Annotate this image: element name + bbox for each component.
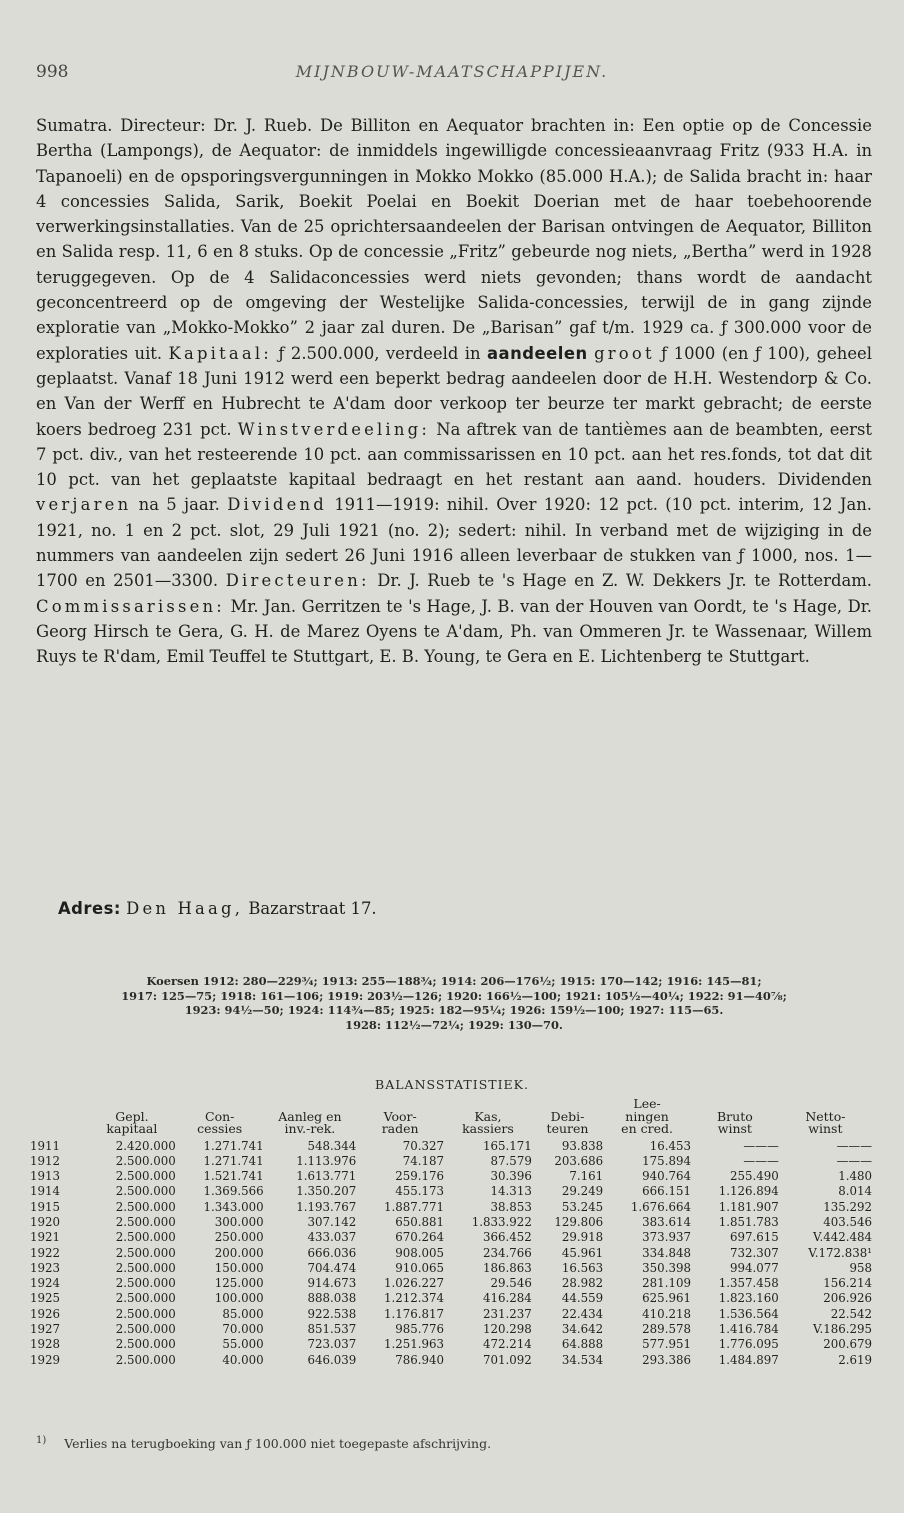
footnote [36,1435,491,1451]
cell-netto: ——— [836,1153,872,1168]
cell-debi: 34.642 [561,1322,604,1337]
cell-con: 70.000 [222,1322,264,1337]
table-row [30,1215,872,1230]
cell-aanleg: 646.039 [307,1352,357,1367]
cell-voor: 74.187 [402,1153,445,1168]
address-street: Bazarstraat 17. [248,899,377,918]
cell-kas: 1.833.922 [471,1214,532,1229]
cell-aanleg: 1.613.771 [296,1169,357,1184]
table-row [30,1169,872,1184]
balance-table [30,1098,872,1368]
cell-netto: 403.546 [823,1214,872,1229]
cell-con: 1.521.741 [203,1169,264,1184]
cell-voor: 786.940 [395,1352,445,1367]
footnote-text: Verlies na terugboeking van ƒ 100.000 niet toegepaste afschrijving. [64,1436,492,1452]
cell-netto: 958 [849,1260,872,1275]
cell-aanleg: 851.537 [307,1322,357,1337]
cell-gepl: 2.500.000 [115,1230,176,1245]
cell-year: 1924 [30,1276,61,1291]
cell-voor: 1.026.227 [383,1276,445,1291]
cell-year: 1912 [30,1153,61,1168]
koersen-line: Koersen 1912: 280—229¾; 1913: 255—188¾; 1914: 206—176½; 1915: 170—142; 1916: 145—81; [146,974,762,988]
label-verjaren: verjaren [36,495,132,515]
cell-leen: 577.951 [642,1337,691,1352]
cell-con: 1.343.000 [203,1199,264,1214]
cell-leen: 410.218 [642,1306,691,1321]
label-winstverdeeling: Winstverdeeling: [237,419,431,439]
cell-aanleg: 548.344 [307,1138,357,1153]
cell-netto: V.172.838¹ [808,1245,872,1260]
cell-aanleg: 307.142 [307,1214,357,1229]
cell-year: 1913 [30,1169,61,1184]
cell-kas: 29.546 [490,1276,532,1291]
cell-gepl: 2.500.000 [115,1306,176,1321]
cell-con: 40.000 [222,1352,264,1367]
cell-debi: 28.982 [561,1276,604,1291]
col-gepl-header: Gepl. kapitaal [106,1108,158,1136]
table-row [30,1139,872,1154]
cell-netto: V.186.295 [813,1322,872,1337]
cell-debi: 53.245 [561,1199,604,1214]
cell-leen: 293.386 [642,1352,691,1367]
cell-aanleg: 433.037 [307,1230,357,1245]
cell-con: 125.000 [214,1276,264,1291]
table-row [30,1353,872,1368]
cell-year: 1923 [30,1260,61,1275]
cell-bruto: 732.307 [729,1245,779,1260]
directeuren-text: Dr. J. Rueb te 's Hage en Z. W. Dekkers Jr. te Rotterdam. [377,571,872,591]
cell-year: 1921 [30,1230,61,1245]
cell-voor: 1.251.963 [383,1337,445,1352]
cell-year: 1928 [30,1337,61,1352]
address-place: Den Haag, [126,899,244,918]
label-adres: Adres: [58,899,121,918]
col-debi-header: Debi- teuren [546,1108,589,1136]
label-groot: groot [594,343,655,363]
cell-gepl: 2.500.000 [115,1214,176,1229]
cell-debi: 22.434 [561,1306,604,1321]
cell-leen: 625.961 [642,1291,691,1306]
cell-bruto: 1.536.564 [718,1306,779,1321]
cell-bruto: 1.357.458 [718,1276,779,1291]
balance-title: BALANSSTATISTIEK. [375,1077,529,1092]
verjaren-text: na 5 jaar. [138,495,220,515]
cell-leen: 334.848 [642,1245,691,1260]
cell-con: 250.000 [214,1230,264,1245]
table-row [30,1230,872,1245]
cell-year: 1926 [30,1306,61,1321]
balance-header-row [30,1098,872,1139]
cell-netto: 22.542 [830,1306,872,1321]
dividend-text: 1911—1919: nihil. Over 1920: 12 pct. (10 pct. interim, 12 Jan. 1921, no. 1 en 2 pct. slot, 29 Juli 1921 (no. 2); sedert: nihil. In verband met de wijziging in de nummers van aandeelen zijn sedert 26 Juni 1916 alleen leverbaar de stukken van ƒ 1000, nos. 1—1700 en 2501—3300. [36,495,873,591]
cell-bruto: ——— [743,1153,779,1168]
table-row [30,1337,872,1352]
cell-bruto: 1.181.907 [718,1199,779,1214]
cell-con: 1.271.741 [203,1138,264,1153]
koersen-block [36,974,872,1032]
cell-leen: 16.453 [649,1138,691,1153]
cell-gepl: 2.500.000 [115,1291,176,1306]
label-dividend: Dividend [227,495,327,515]
cell-voor: 910.065 [395,1260,445,1275]
company-description [36,113,872,670]
kapitaal-text: ƒ 2.500.000, verdeeld in [278,343,481,363]
cell-aanleg: 1.193.767 [296,1199,357,1214]
label-directeuren: Directeuren: [225,571,370,591]
cell-leen: 373.937 [642,1230,691,1245]
cell-debi: 44.559 [561,1291,604,1306]
cell-voor: 1.176.817 [383,1306,445,1321]
cell-year: 1925 [30,1291,61,1306]
cell-aanleg: 704.474 [307,1260,357,1275]
cell-bruto: 1.484.897 [718,1352,779,1367]
cell-netto: 206.926 [823,1291,872,1306]
col-year-header [30,1098,88,1139]
cell-kas: 14.313 [490,1184,532,1199]
cell-aanleg: 888.038 [307,1291,357,1306]
cell-voor: 670.264 [395,1230,445,1245]
cell-leen: 175.894 [642,1153,691,1168]
cell-kas: 231.237 [483,1306,532,1321]
cell-bruto: ——— [743,1138,779,1153]
cell-gepl: 2.500.000 [115,1322,176,1337]
winstverdeeling-text: Na aftrek van de tantièmes aan de beambten, eerst 7 pct. div., van het resteerende 10 pct. aan commissarissen en 10 pct. aan het res.fonds, tot dat dit 10 pct. van het geplaatste kapitaal bedraagt en het restant aan aand. houders. Dividenden [36,419,872,490]
label-commissarissen: Commissarissen: [36,596,226,616]
cell-gepl: 2.500.000 [115,1199,176,1214]
cell-bruto: 697.615 [729,1230,779,1245]
cell-gepl: 2.500.000 [115,1337,176,1352]
cell-netto: ——— [836,1138,872,1153]
koersen-line: 1917: 125—75; 1918: 161—106; 1919: 203½—126; 1920: 166½—100; 1921: 105½—40¼; 1922: 91—40⅞; [121,988,787,1003]
cell-kas: 87.579 [490,1153,532,1168]
cell-debi: 16.563 [561,1260,604,1275]
cell-gepl: 2.500.000 [115,1153,176,1168]
cell-year: 1915 [30,1199,61,1214]
cell-kas: 30.396 [490,1169,532,1184]
cell-leen: 940.764 [642,1169,691,1184]
cell-debi: 203.686 [554,1153,604,1168]
cell-voor: 985.776 [395,1322,445,1337]
cell-netto: 8.014 [838,1184,872,1199]
cell-aanleg: 666.036 [307,1245,357,1260]
cell-bruto: 1.416.784 [718,1322,779,1337]
cell-netto: 135.292 [823,1199,872,1214]
cell-debi: 29.249 [561,1184,604,1199]
cell-bruto: 994.077 [729,1260,779,1275]
cell-leen: 666.151 [642,1184,691,1199]
cell-gepl: 2.500.000 [115,1184,176,1199]
col-bruto-header: Bruto winst [716,1108,753,1136]
cell-voor: 908.005 [395,1245,445,1260]
table-row [30,1154,872,1169]
col-aanleg-header: Aanleg en inv.-rek. [278,1108,342,1136]
page-header [36,62,868,88]
cell-aanleg: 723.037 [307,1337,357,1352]
cell-year: 1927 [30,1322,61,1337]
cell-voor: 70.327 [402,1138,445,1153]
cell-bruto: 255.490 [729,1169,779,1184]
cell-netto: V.442.484 [813,1230,872,1245]
cell-con: 55.000 [222,1337,264,1352]
cell-con: 1.271.741 [203,1153,264,1168]
table-row [30,1246,872,1261]
cell-netto: 200.679 [823,1337,872,1352]
koersen-line: 1928: 112½—72¼; 1929: 130—70. [345,1017,563,1032]
col-kas-header: Kas, kassiers [462,1108,514,1136]
cell-bruto: 1.851.783 [718,1214,779,1229]
cell-netto: 1.480 [838,1169,872,1184]
cell-gepl: 2.500.000 [115,1352,176,1367]
cell-voor: 455.173 [395,1184,445,1199]
cell-kas: 165.171 [483,1138,532,1153]
balance-body [30,1139,872,1368]
table-row [30,1322,872,1337]
cell-netto: 2.619 [838,1352,872,1367]
cell-debi: 7.161 [569,1169,604,1184]
cell-year: 1922 [30,1245,61,1260]
footnote-mark: 1) [36,1435,47,1446]
cell-leen: 289.578 [642,1322,691,1337]
table-row [30,1261,872,1276]
cell-kas: 701.092 [483,1352,532,1367]
cell-aanleg: 1.113.976 [296,1153,357,1168]
running-title: MIJNBOUW-MAATSCHAPPIJEN. [295,62,609,81]
cell-leen: 281.109 [642,1276,691,1291]
table-row [30,1200,872,1215]
table-row [30,1291,872,1306]
cell-kas: 416.284 [483,1291,532,1306]
cell-con: 300.000 [214,1214,264,1229]
cell-voor: 259.176 [395,1169,445,1184]
cell-aanleg: 914.673 [307,1276,357,1291]
cell-netto: 156.214 [823,1276,872,1291]
cell-voor: 1.887.771 [383,1199,445,1214]
cell-gepl: 2.500.000 [115,1260,176,1275]
address-line [58,899,377,918]
cell-debi: 45.961 [561,1245,604,1260]
cell-debi: 93.838 [561,1138,604,1153]
cell-leen: 350.398 [642,1260,691,1275]
label-kapitaal: Kapitaal: [168,343,272,363]
col-voor-header: Voor- raden [381,1108,419,1136]
cell-debi: 29.918 [561,1230,604,1245]
cell-kas: 120.298 [483,1322,532,1337]
cell-bruto: 1.126.894 [718,1184,779,1199]
cell-con: 85.000 [222,1306,264,1321]
cell-gepl: 2.500.000 [115,1276,176,1291]
cell-year: 1911 [30,1138,61,1153]
cell-aanleg: 922.538 [307,1306,357,1321]
table-row [30,1184,872,1199]
cell-aanleg: 1.350.207 [296,1184,357,1199]
cell-kas: 38.853 [490,1199,532,1214]
cell-kas: 366.452 [483,1230,532,1245]
koersen-line: 1923: 94½—50; 1924: 114¾—85; 1925: 182—95¼; 1926: 159½—100; 1927: 115—65. [184,1003,724,1017]
table-row [30,1276,872,1291]
cell-gepl: 2.500.000 [115,1169,176,1184]
cell-bruto: 1.823.160 [718,1291,779,1306]
cell-debi: 129.806 [554,1214,604,1229]
cell-kas: 186.863 [483,1260,532,1275]
cell-debi: 64.888 [561,1337,604,1352]
table-row [30,1307,872,1322]
commissarissen-text: Mr. Jan. Gerritzen te 's Hage, J. B. van der Houven van Oordt, te 's Hage, Dr. Georg Hirsch te Gera, G. H. de Marez Oyens te A'dam, Ph. van Ommeren Jr. te Wassenaar, Willem Ruys te R'dam, Emil Teuffel te Stuttgart, E. B. Young, te Gera en E. Lichtenberg te Stuttgart. [36,596,872,667]
cell-con: 150.000 [214,1260,264,1275]
aandeelen-text: ƒ 1000 (en ƒ 100), geheel geplaatst. Vanaf 18 Juni 1912 werd een beperkt bedrag aandeelen door de H.H. Westendorp & Co. en Van der Werff en Hubrecht te A'dam door verkoop ter beurze ter markt gebracht; de eerste koers bedroeg 231 pct. [36,343,872,439]
col-leen-header: Lee- ningen en cred. [621,1096,673,1136]
cell-debi: 34.534 [561,1352,604,1367]
cell-voor: 650.881 [395,1214,445,1229]
cell-bruto: 1.776.095 [718,1337,779,1352]
cell-kas: 472.214 [483,1337,532,1352]
cell-voor: 1.212.374 [383,1291,445,1306]
page-number: 998 [36,62,69,82]
cell-year: 1914 [30,1184,61,1199]
cell-year: 1929 [30,1352,61,1367]
cell-gepl: 2.420.000 [115,1138,176,1153]
paragraph-history: Sumatra. Directeur: Dr. J. Rueb. De Billiton en Aequator brachten in: Een optie op de Concessie Bertha (Lampongs), de Aequator: de inmiddels ingewilligde concessieaanvraag Fritz (933 H.A. in Tapanoeli) en de opsporingsvergunningen in Mokko Mokko (85.000 H.A.); de Salida bracht in: haar 4 concessies Salida, Sarik, Boekit Poelai en Boekit Doerian met de haar toebehoorende verwerkingsinstallaties. Van de 25 oprichtersaandeelen der Barisan ontvingen de Aequator, Billiton en Salida resp. 11, 6 en 8 stuks. Op de concessie „Fritz” gebeurde nog niets, „Bertha” werd in 1928 teruggegeven. Op de 4 Salidaconcessies werd niets gevonden; thans wordt de aandacht geconcentreerd op de omgeving der Westelijke Salida-concessies, terwijl de in gang zijnde exploratie van „Mokko-Mokko” 2 jaar zal duren. De „Barisan” gaf t/m. 1929 ca. ƒ 300.000 voor de exploraties uit. [36,116,872,363]
col-netto-header: Netto- winst [805,1108,846,1136]
cell-con: 100.000 [214,1291,264,1306]
cell-kas: 234.766 [483,1245,532,1260]
cell-gepl: 2.500.000 [115,1245,176,1260]
cell-leen: 383.614 [642,1214,691,1229]
cell-year: 1920 [30,1214,61,1229]
cell-leen: 1.676.664 [630,1199,691,1214]
label-aandeelen: aandeelen [486,343,588,363]
cell-con: 200.000 [214,1245,264,1260]
cell-con: 1.369.566 [203,1184,264,1199]
col-con-header: Con- cessies [197,1108,243,1136]
